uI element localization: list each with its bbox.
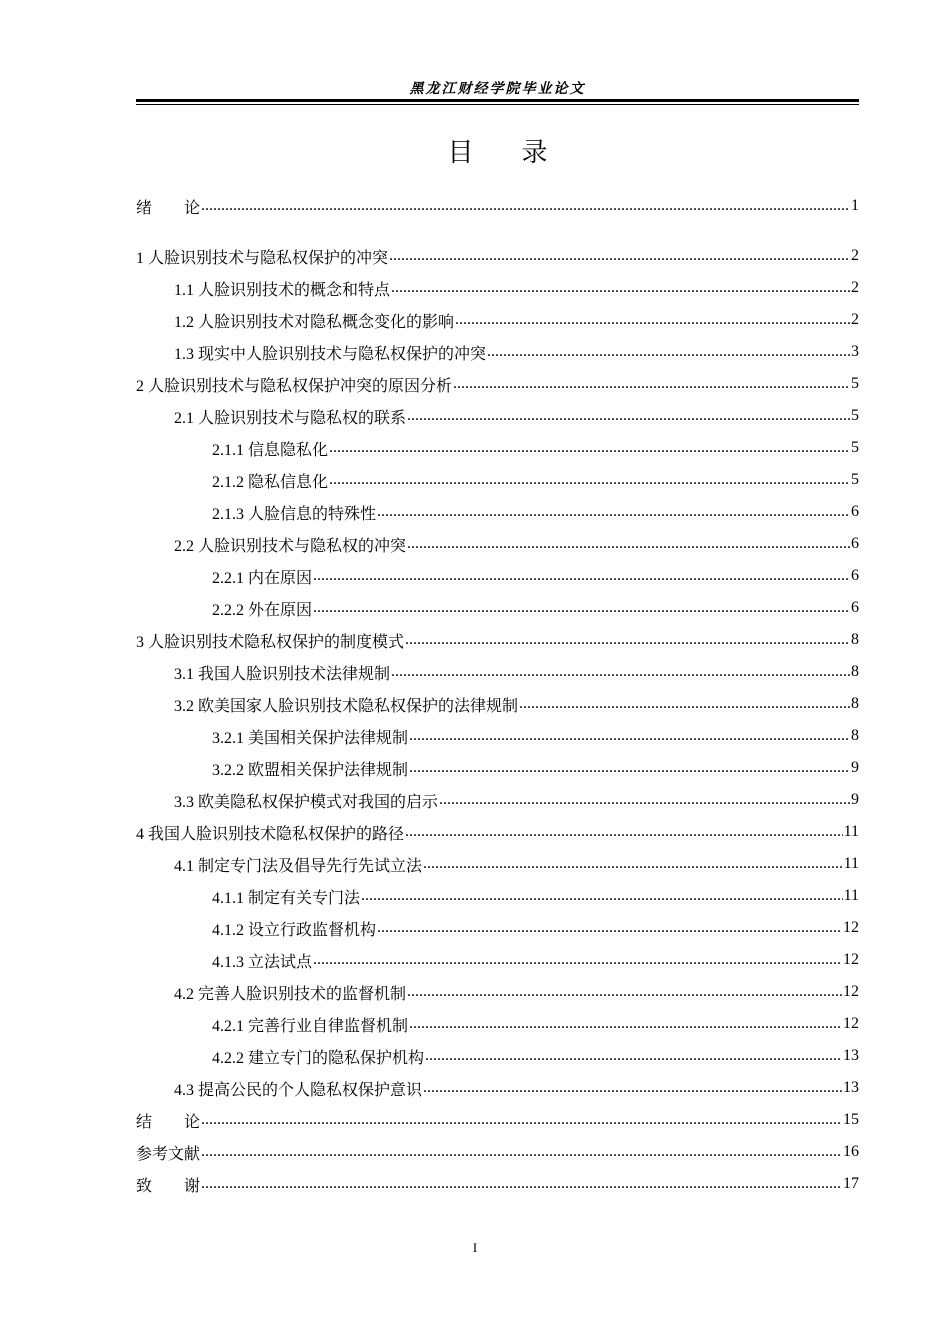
toc-entry-label: 4.2.2 建立专门的隐私保护机构 [212,1049,425,1067]
toc-entry[interactable] [136,1104,859,1136]
header-rule-thin [136,104,859,105]
header-rule-thick [136,99,859,102]
dot-leader [407,535,850,553]
toc-entry-label: 1.1 人脸识别技术的概念和特点 [174,281,391,299]
toc-entry[interactable] [136,336,859,368]
toc-entry[interactable] [136,272,859,304]
dot-leader [329,439,850,457]
dot-leader [405,823,843,841]
toc-entry-label: 2.2 人脸识别技术与隐私权的冲突 [174,537,407,555]
toc-entry[interactable] [136,190,859,222]
toc-entry[interactable] [136,464,859,496]
toc-entry[interactable] [136,720,859,752]
dot-leader [313,599,850,617]
toc-entry[interactable] [136,912,859,944]
toc-entry-label: 致 谢 [136,1177,201,1195]
dot-leader [453,375,850,393]
toc-entry[interactable] [136,432,859,464]
dot-leader [329,471,850,489]
toc-entry-label: 2.1.3 人脸信息的特殊性 [212,505,377,523]
dot-leader [409,1015,842,1033]
toc-entry[interactable] [136,592,859,624]
toc-entry-label: 2.1.2 隐私信息化 [212,473,329,491]
running-header: 黑龙江财经学院毕业论文 [409,81,586,97]
toc-entry[interactable] [136,240,859,272]
toc-entry-label: 2.1.1 信息隐私化 [212,441,329,459]
dot-leader [391,663,850,681]
toc-entry-label: 绪 论 [136,199,201,217]
toc-entry-label: 4.1.1 制定有关专门法 [212,889,361,907]
toc-entry-label: 3.2.2 欧盟相关保护法律规制 [212,761,409,779]
toc-entry-page: 8 [851,631,859,648]
toc-entry[interactable] [136,560,859,592]
dot-leader [487,343,850,361]
toc-entry[interactable] [136,880,859,912]
toc-entry[interactable] [136,1040,859,1072]
dot-leader [391,279,850,297]
toc-entry-page: 9 [851,759,859,776]
toc-entry-page: 17 [843,1175,859,1192]
dot-leader [389,247,850,265]
toc-entry-page: 12 [843,1015,859,1032]
toc-entry-page: 13 [843,1079,859,1096]
toc-entry-page: 11 [843,887,859,904]
toc-entry-label: 4 我国人脸识别技术隐私权保护的路径 [136,825,405,843]
dot-leader [201,1175,842,1193]
toc-entry[interactable] [136,656,859,688]
dot-leader [439,791,850,809]
toc-entry[interactable] [136,304,859,336]
toc-entry[interactable] [136,976,859,1008]
toc-entry[interactable] [136,1008,859,1040]
toc-entry-page: 13 [843,1047,859,1064]
toc-entry[interactable] [136,816,859,848]
toc-entry-label: 2.1 人脸识别技术与隐私权的联系 [174,409,407,427]
toc-entry[interactable] [136,784,859,816]
toc-entry-label: 4.3 提高公民的个人隐私权保护意识 [174,1081,423,1099]
toc-entry-label: 2 人脸识别技术与隐私权保护冲突的原因分析 [136,377,453,395]
toc-entry[interactable] [136,400,859,432]
dot-leader [425,1047,842,1065]
toc-entry-page: 15 [843,1111,859,1128]
toc-entry-page: 1 [851,197,859,214]
toc-entry-page: 8 [851,695,859,712]
toc-entry-label: 4.2.1 完善行业自律监督机制 [212,1017,409,1035]
dot-leader [377,919,842,937]
toc-entry-page: 5 [851,407,859,424]
toc-entry-label: 3.2 欧美国家人脸识别技术隐私权保护的法律规制 [174,697,519,715]
toc-entry[interactable] [136,944,859,976]
dot-leader [377,503,850,521]
toc-entry[interactable] [136,1136,859,1168]
dot-leader [519,695,850,713]
toc-entry-label: 2.2.1 内在原因 [212,569,313,587]
toc-entry-page: 12 [843,919,859,936]
toc-entry[interactable] [136,528,859,560]
toc-entry-label: 1.3 现实中人脸识别技术与隐私权保护的冲突 [174,345,487,363]
toc-entry-page: 6 [851,503,859,520]
dot-leader [409,727,850,745]
toc-entry[interactable] [136,752,859,784]
toc-entry-page: 12 [843,983,859,1000]
toc-entry-page: 3 [851,343,859,360]
toc-entry[interactable] [136,368,859,400]
toc-entry[interactable] [136,1168,859,1200]
dot-leader [423,1079,842,1097]
dot-leader [407,407,850,425]
toc-entry-page: 6 [851,567,859,584]
page-number: I [472,1240,478,1255]
toc-entry-label: 1 人脸识别技术与隐私权保护的冲突 [136,249,389,267]
dot-leader [201,1143,842,1161]
toc-entry-label: 4.1.3 立法试点 [212,953,313,971]
toc-entry-page: 11 [843,855,859,872]
toc-entry-page: 8 [851,663,859,680]
toc-entry-label: 3 人脸识别技术隐私权保护的制度模式 [136,633,405,651]
dot-leader [455,311,850,329]
toc-entry-page: 2 [851,247,859,264]
toc-entry-page: 11 [843,823,859,840]
dot-leader [313,951,842,969]
toc-title: 目录 [447,138,596,168]
toc-entry[interactable] [136,848,859,880]
dot-leader [361,887,843,905]
toc-entry-label: 参考文献 [136,1145,201,1163]
toc-entry-label: 4.1 制定专门法及倡导先行先试立法 [174,857,423,875]
toc-entry-page: 8 [851,727,859,744]
toc-entry-page: 9 [851,791,859,808]
toc-entry-label: 4.2 完善人脸识别技术的监督机制 [174,985,407,1003]
toc-entry-page: 2 [851,311,859,328]
dot-leader [201,197,850,215]
toc-entry-label: 3.3 欧美隐私权保护模式对我国的启示 [174,793,439,811]
toc-entry-label: 4.1.2 设立行政监督机构 [212,921,377,939]
toc-entry[interactable] [136,496,859,528]
toc-entry[interactable] [136,624,859,656]
toc-entry-label: 结 论 [136,1113,201,1131]
dot-leader [407,983,842,1001]
dot-leader [313,567,850,585]
toc-entry-page: 2 [851,279,859,296]
toc-entry-label: 3.2.1 美国相关保护法律规制 [212,729,409,747]
toc-entry[interactable] [136,1072,859,1104]
dot-leader [405,631,850,649]
toc-entry-page: 5 [851,375,859,392]
dot-leader [201,1111,842,1129]
toc-entry-page: 16 [843,1143,859,1160]
toc-entry-label: 3.1 我国人脸识别技术法律规制 [174,665,391,683]
toc-entry-page: 12 [843,951,859,968]
toc-entry-page: 5 [851,439,859,456]
toc-entry-page: 5 [851,471,859,488]
toc-entry-label: 1.2 人脸识别技术对隐私概念变化的影响 [174,313,455,331]
toc-entry[interactable] [136,688,859,720]
dot-leader [423,855,843,873]
toc-entry-label: 2.2.2 外在原因 [212,601,313,619]
dot-leader [409,759,850,777]
toc-entry-page: 6 [851,599,859,616]
table-of-contents [136,190,859,1200]
toc-entry-page: 6 [851,535,859,552]
